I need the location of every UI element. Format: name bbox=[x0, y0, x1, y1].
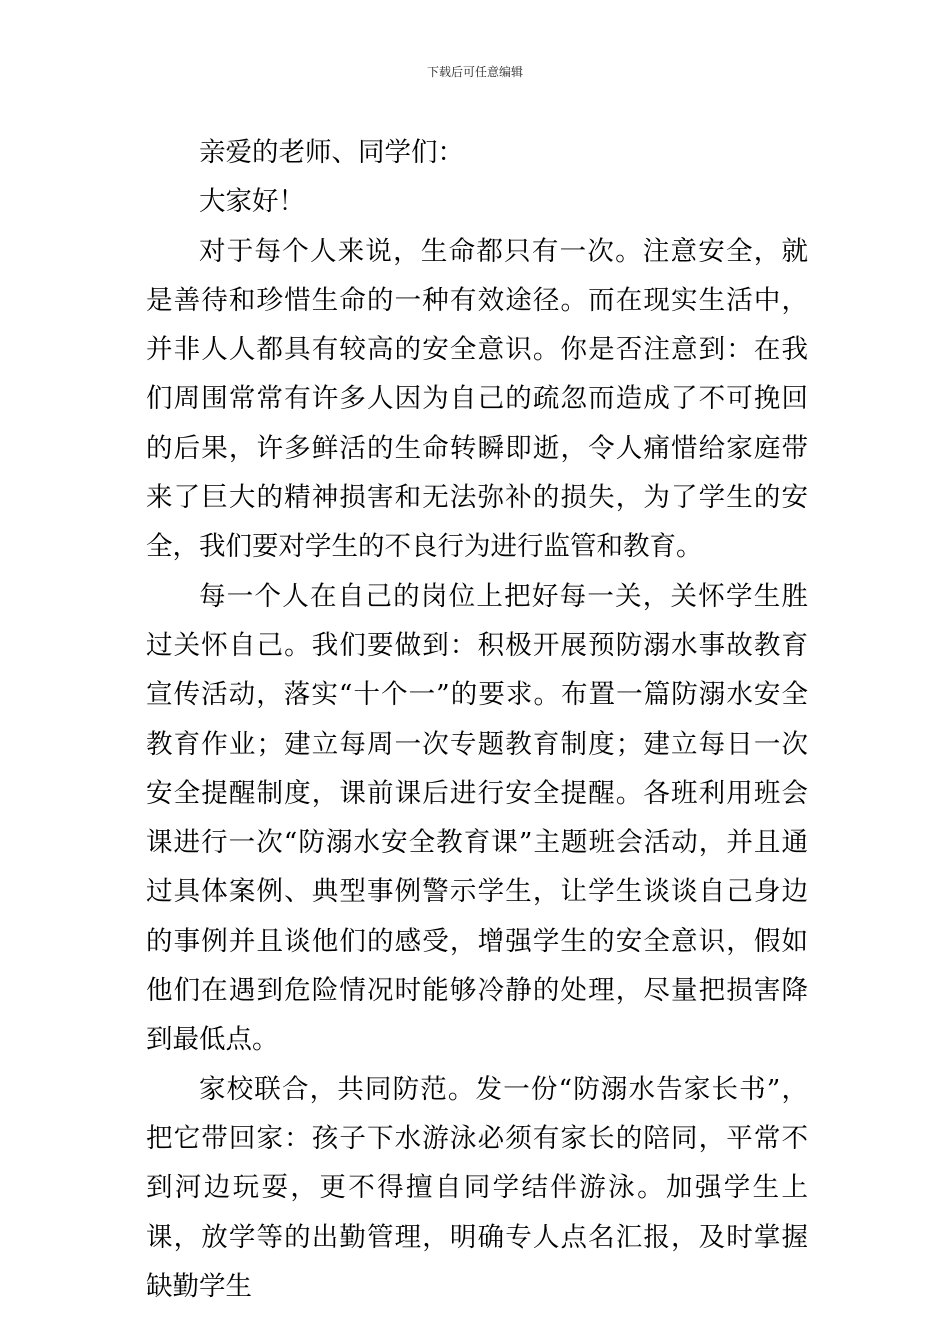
paragraph-2: 每一个人在自己的岗位上把好每一关，关怀学生胜过关怀自己。我们要做到：积极开展预防溺水事故教育宣传活动，落实“十个一”的要求。布置一篇防溺水安全教育作业；建立每周一次专题教育制度；建立每日一次安全提醒制度，课前课后进行安全提醒。各班利用班会课进行一次“防溺水安全教育课”主题班会活动，并且通过具体案例、典型事例警示学生，让学生谈谈自己身边的事例并且谈他们的感受，增强学生的安全意识，假如他们在遇到危险情况时能够冷静的处理，尽量把损害降到最低点。 bbox=[146, 580, 808, 1056]
greeting: 大家好！ bbox=[199, 186, 305, 218]
document-body bbox=[146, 128, 808, 1311]
page-header: 下载后可任意编辑 bbox=[426, 65, 523, 79]
paragraph-3: 家校联合，共同防范。发一份“防溺水告家长书”，把它带回家：孩子下水游泳必须有家长的陪同，平常不到河边玩耍，更不得擅自同学结伴游泳。加强学生上课，放学等的出勤管理，明确专人点名汇报，及时掌握缺勤学生 bbox=[146, 1073, 808, 1302]
salutation: 亲爱的老师、同学们： bbox=[199, 137, 464, 168]
paragraph-1: 对于每个人来说，生命都只有一次。注意安全，就是善待和珍惜生命的一种有效途径。而在现实生活中，并非人人都具有较高的安全意识。你是否注意到：在我们周围常常有许多人因为自己的疏忽而造成了不可挽回的后果，许多鲜活的生命转瞬即逝，令人痛惜给家庭带来了巨大的精神损害和无法弥补的损失，为了学生的安全，我们要对学生的不良行为进行监管和教育。 bbox=[146, 235, 808, 563]
